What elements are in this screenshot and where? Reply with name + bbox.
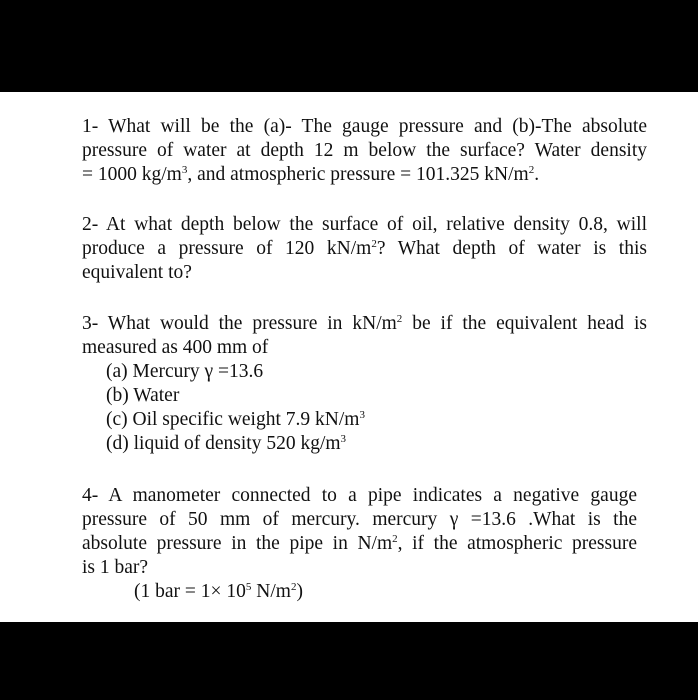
question-3-option-a: (a) Mercury γ =13.6: [106, 361, 264, 382]
superscript: 2: [392, 533, 398, 545]
question-4: [82, 484, 637, 604]
question-2-text: ? What depth of water is this: [376, 238, 647, 259]
question-1-text: , and atmospheric pressure = 101.325 kN/m: [187, 164, 529, 185]
question-4-text: absolute pressure in the pipe in N/m: [82, 533, 393, 554]
question-4-line-4: is 1 bar?: [82, 557, 149, 578]
question-4-line-2: pressure of 50 mm of mercury. mercury γ =13.6 .What is the: [82, 509, 637, 530]
note-text: N/m: [251, 581, 291, 602]
question-1-line-1: 1- What will be the (a)- The gauge pressure and (b)-The absolute: [82, 116, 647, 137]
question-3-option-d: [82, 432, 647, 456]
question-3-option-b: (b) Water: [106, 385, 180, 406]
superscript: 3: [340, 433, 347, 445]
question-4-line-3: [82, 532, 637, 556]
question-2-line-2: [82, 237, 647, 261]
note-text: (1 bar = 1× 10: [134, 581, 246, 602]
question-1-line-3: [82, 163, 647, 187]
question-4-note: [82, 580, 637, 604]
option-text: (c) Oil specific weight 7.9 kN/m: [106, 409, 360, 430]
question-3-text: 3- What would the pressure in kN/m: [82, 313, 397, 334]
superscript: 2: [528, 164, 535, 176]
question-3: [82, 312, 647, 456]
question-1-line-2: pressure of water at depth 12 m below the surface? Water density: [82, 140, 647, 161]
option-text: (d) liquid of density 520 kg/m: [106, 433, 341, 454]
superscript: 2: [396, 313, 403, 325]
question-2-text: produce a pressure of 120 kN/m: [82, 238, 372, 259]
superscript: 5: [245, 581, 252, 593]
note-text: ): [296, 581, 303, 602]
question-2: [82, 213, 647, 285]
superscript: 3: [181, 164, 188, 176]
superscript: 3: [359, 409, 365, 421]
question-2-line-1: 2- At what depth below the surface of oil, relative density 0.8, will: [82, 214, 647, 235]
question-3-text: be if the equivalent head is: [402, 313, 647, 334]
question-4-line-1: 4- A manometer connected to a pipe indicates a negative gauge: [82, 485, 637, 506]
superscript: 2: [371, 238, 377, 250]
question-3-option-c: [82, 408, 647, 432]
question-3-line-1: [82, 312, 647, 336]
document-page: [0, 92, 698, 622]
question-1: [82, 115, 647, 187]
question-2-line-3: equivalent to?: [82, 262, 192, 283]
superscript: 2: [290, 581, 297, 593]
question-1-text: = 1000 kg/m: [82, 164, 182, 185]
question-1-text: .: [534, 164, 540, 185]
question-4-text: , if the atmospheric pressure: [397, 533, 637, 554]
question-3-line-2: measured as 400 mm of: [82, 337, 269, 358]
